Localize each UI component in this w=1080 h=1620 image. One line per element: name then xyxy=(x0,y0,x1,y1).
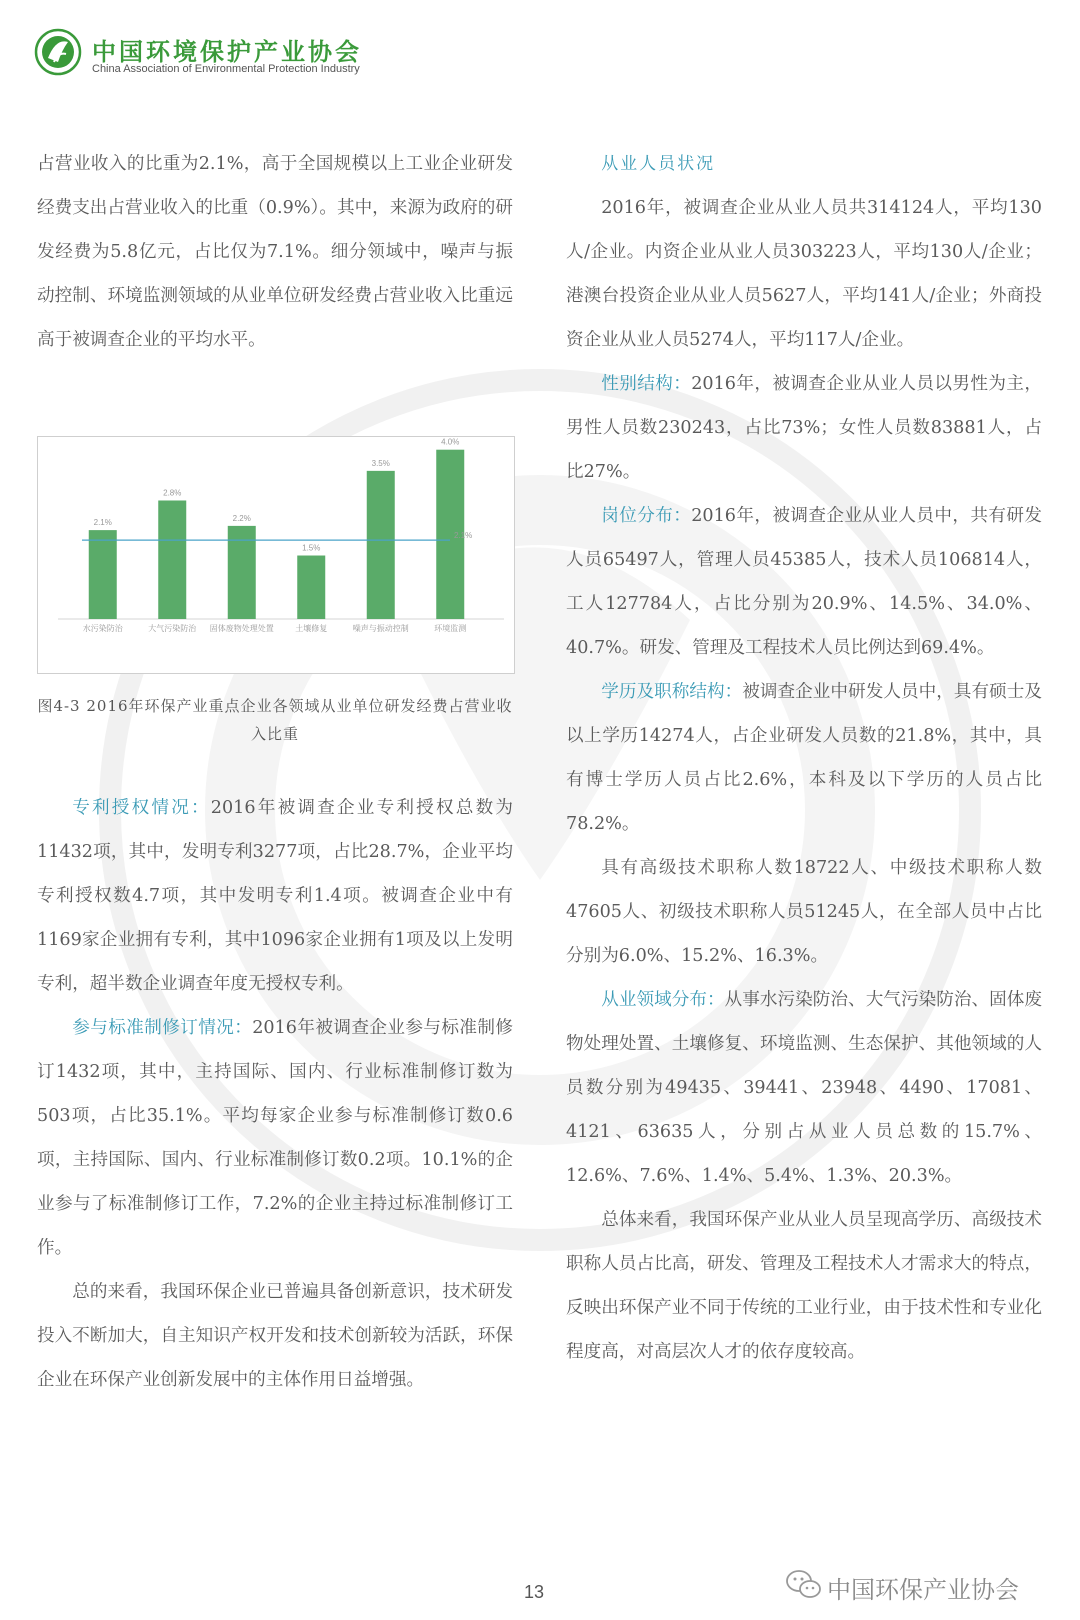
paragraph-education xyxy=(566,670,1042,846)
standard-text: 2016年被调查企业参与标准制修订1432项，其中，主持国际、国内、行业标准制修订数为503项，占比35.1%。平均每家企业参与标准制修订数0.6项，主持国际、国内、行业标准制修订数0.2项。10.1%的企业参与了标准制修订工作，7.2%的企业主持过标准制修订工作。 xyxy=(37,1018,513,1258)
figure-caption: 图4-3 2016年环保产业重点企业各领域从业单位研发经费占营业收入比重 xyxy=(37,697,513,743)
patent-text: 2016年被调查企业专利授权总数为11432项，其中，发明专利3277项，占比28.7%，企业平均专利授权数4.7项，其中发明专利1.4项。被调查企业中有1169家企业拥有专利，其中1096家企业拥有1项及以上发明专利，超半数企业调查年度无授权专利。 xyxy=(37,798,513,994)
section-title-workforce xyxy=(566,142,1042,186)
education-text: 被调查企业中研发人员中，具有硕士及以上学历14274人，占企业研发人员数的21.8%，其中，具有博士学历人员占比2.6%，本科及以下学历的人员占比78.2%。 xyxy=(566,682,1042,834)
left-column-lower xyxy=(37,786,513,1402)
bar-value-label: 1.5% xyxy=(302,543,321,553)
paragraph-title: 具有高级技术职称人数18722人、中级技术职称人数47605人、初级技术职称人员51245人，在全部人员中占比分别为6.0%、15.2%、16.3%。 xyxy=(566,858,1042,966)
x-tick-label: 噪声与振动控制 xyxy=(352,624,409,633)
bar-value-label: 2.8% xyxy=(163,488,182,498)
field-label: 从业领域分布： xyxy=(601,990,725,1010)
left-column xyxy=(37,142,513,362)
chart-frame xyxy=(37,436,515,674)
paragraph-summary-right: 总体来看，我国环保产业从业人员呈现高学历、高级技术职称人员占比高，研发、管理及工程技术人才需求大的特点，反映出环保产业不同于传统的工业行业，由于技术性和专业化程度高，对高层次人才的依存度较高。 xyxy=(566,1210,1042,1362)
bar-value-label: 2.2% xyxy=(232,513,251,523)
bar-4 xyxy=(297,556,325,619)
paragraph-summary-left: 总的来看，我国环保企业已普遍具备创新意识，技术研发投入不断加大，自主知识产权开发和技术创新较为活跃，环保企业在环保产业创新发展中的主体作用日益增强。 xyxy=(37,1282,513,1390)
right-column xyxy=(566,142,1042,1374)
bar-5 xyxy=(367,471,395,619)
bar-value-label: 2.1% xyxy=(93,518,112,528)
gender-text: 2016年，被调查企业从业人员以男性为主，男性人员数230243，占比73%；女性人员数83881人，占比27%。 xyxy=(566,374,1042,482)
bar-2 xyxy=(158,500,186,619)
patent-label: 专利授权情况： xyxy=(72,798,211,818)
org-name-cn: 中国环境保护产业协会 xyxy=(92,37,362,66)
wechat-icon xyxy=(785,1568,823,1602)
gender-label: 性别结构： xyxy=(601,374,692,394)
position-text: 2016年，被调查企业从业人员中，共有研发人员65497人，管理人员45385人，技术人员106814人，工人127784人，占比分别为20.9%、14.5%、34.0%、40.7%。研发、管理及工程技术人员比例达到69.4%。 xyxy=(566,506,1042,658)
page-number: 13 xyxy=(524,1582,545,1602)
org-name-en: China Association of Environmental Protection Industry xyxy=(92,63,360,75)
paragraph-field xyxy=(566,978,1042,1198)
x-tick-label: 大气污染防治 xyxy=(148,624,197,633)
x-tick-label: 固体废物处理处置 xyxy=(209,624,274,633)
rd-ratio-bar-chart xyxy=(38,437,514,673)
paragraph-patent xyxy=(37,786,513,1006)
wechat-account-name: 中国环保产业协会 xyxy=(827,1577,1019,1604)
average-reference-label: 2.1% xyxy=(454,531,473,541)
x-tick-label: 水污染防治 xyxy=(82,624,123,633)
x-tick-label: 土壤修复 xyxy=(295,624,328,633)
field-text: 从事水污染防治、大气污染防治、固体废物处理处置、土壤修复、环境监测、生态保护、其他领域的人员数分别为49435、39441、23948、4490、17081、4121、63635人，分别占从业人员总数的15.7%、12.6%、7.6%、1.4%、5.4%、1.3%、20.3%。 xyxy=(566,990,1042,1186)
standard-label: 参与标准制修订情况： xyxy=(72,1018,253,1038)
education-label: 学历及职称结构： xyxy=(601,682,743,702)
x-tick-label: 环境监测 xyxy=(434,624,467,633)
paragraph-position xyxy=(566,494,1042,670)
association-logo-icon xyxy=(34,28,82,76)
paragraph-rd-ratio: 占营业收入的比重为2.1%，高于全国规模以上工业企业研发经费支出占营业收入的比重（0.9%）。其中，来源为政府的研发经费为5.8亿元，占比仅为7.1%。细分领域中，噪声与振动控制、环境监测领域的从业单位研发经费占营业收入比重远高于被调查企业的平均水平。 xyxy=(37,154,513,350)
bar-1 xyxy=(89,530,117,619)
section-title-text: 从业人员状况 xyxy=(601,154,716,174)
paragraph-standard xyxy=(37,1006,513,1270)
position-label: 岗位分布： xyxy=(601,506,692,526)
bar-value-label: 3.5% xyxy=(371,458,390,468)
paragraph-gender xyxy=(566,362,1042,494)
bar-value-label: 4.0% xyxy=(441,437,460,447)
paragraph-workforce: 2016年，被调查企业从业人员共314124人，平均130人/企业。内资企业从业人员303223人，平均130人/企业；港澳台投资企业从业人员5627人，平均141人/企业；外商投资企业从业人员5274人，平均117人/企业。 xyxy=(566,198,1042,350)
wechat-watermark xyxy=(785,1566,1055,1604)
